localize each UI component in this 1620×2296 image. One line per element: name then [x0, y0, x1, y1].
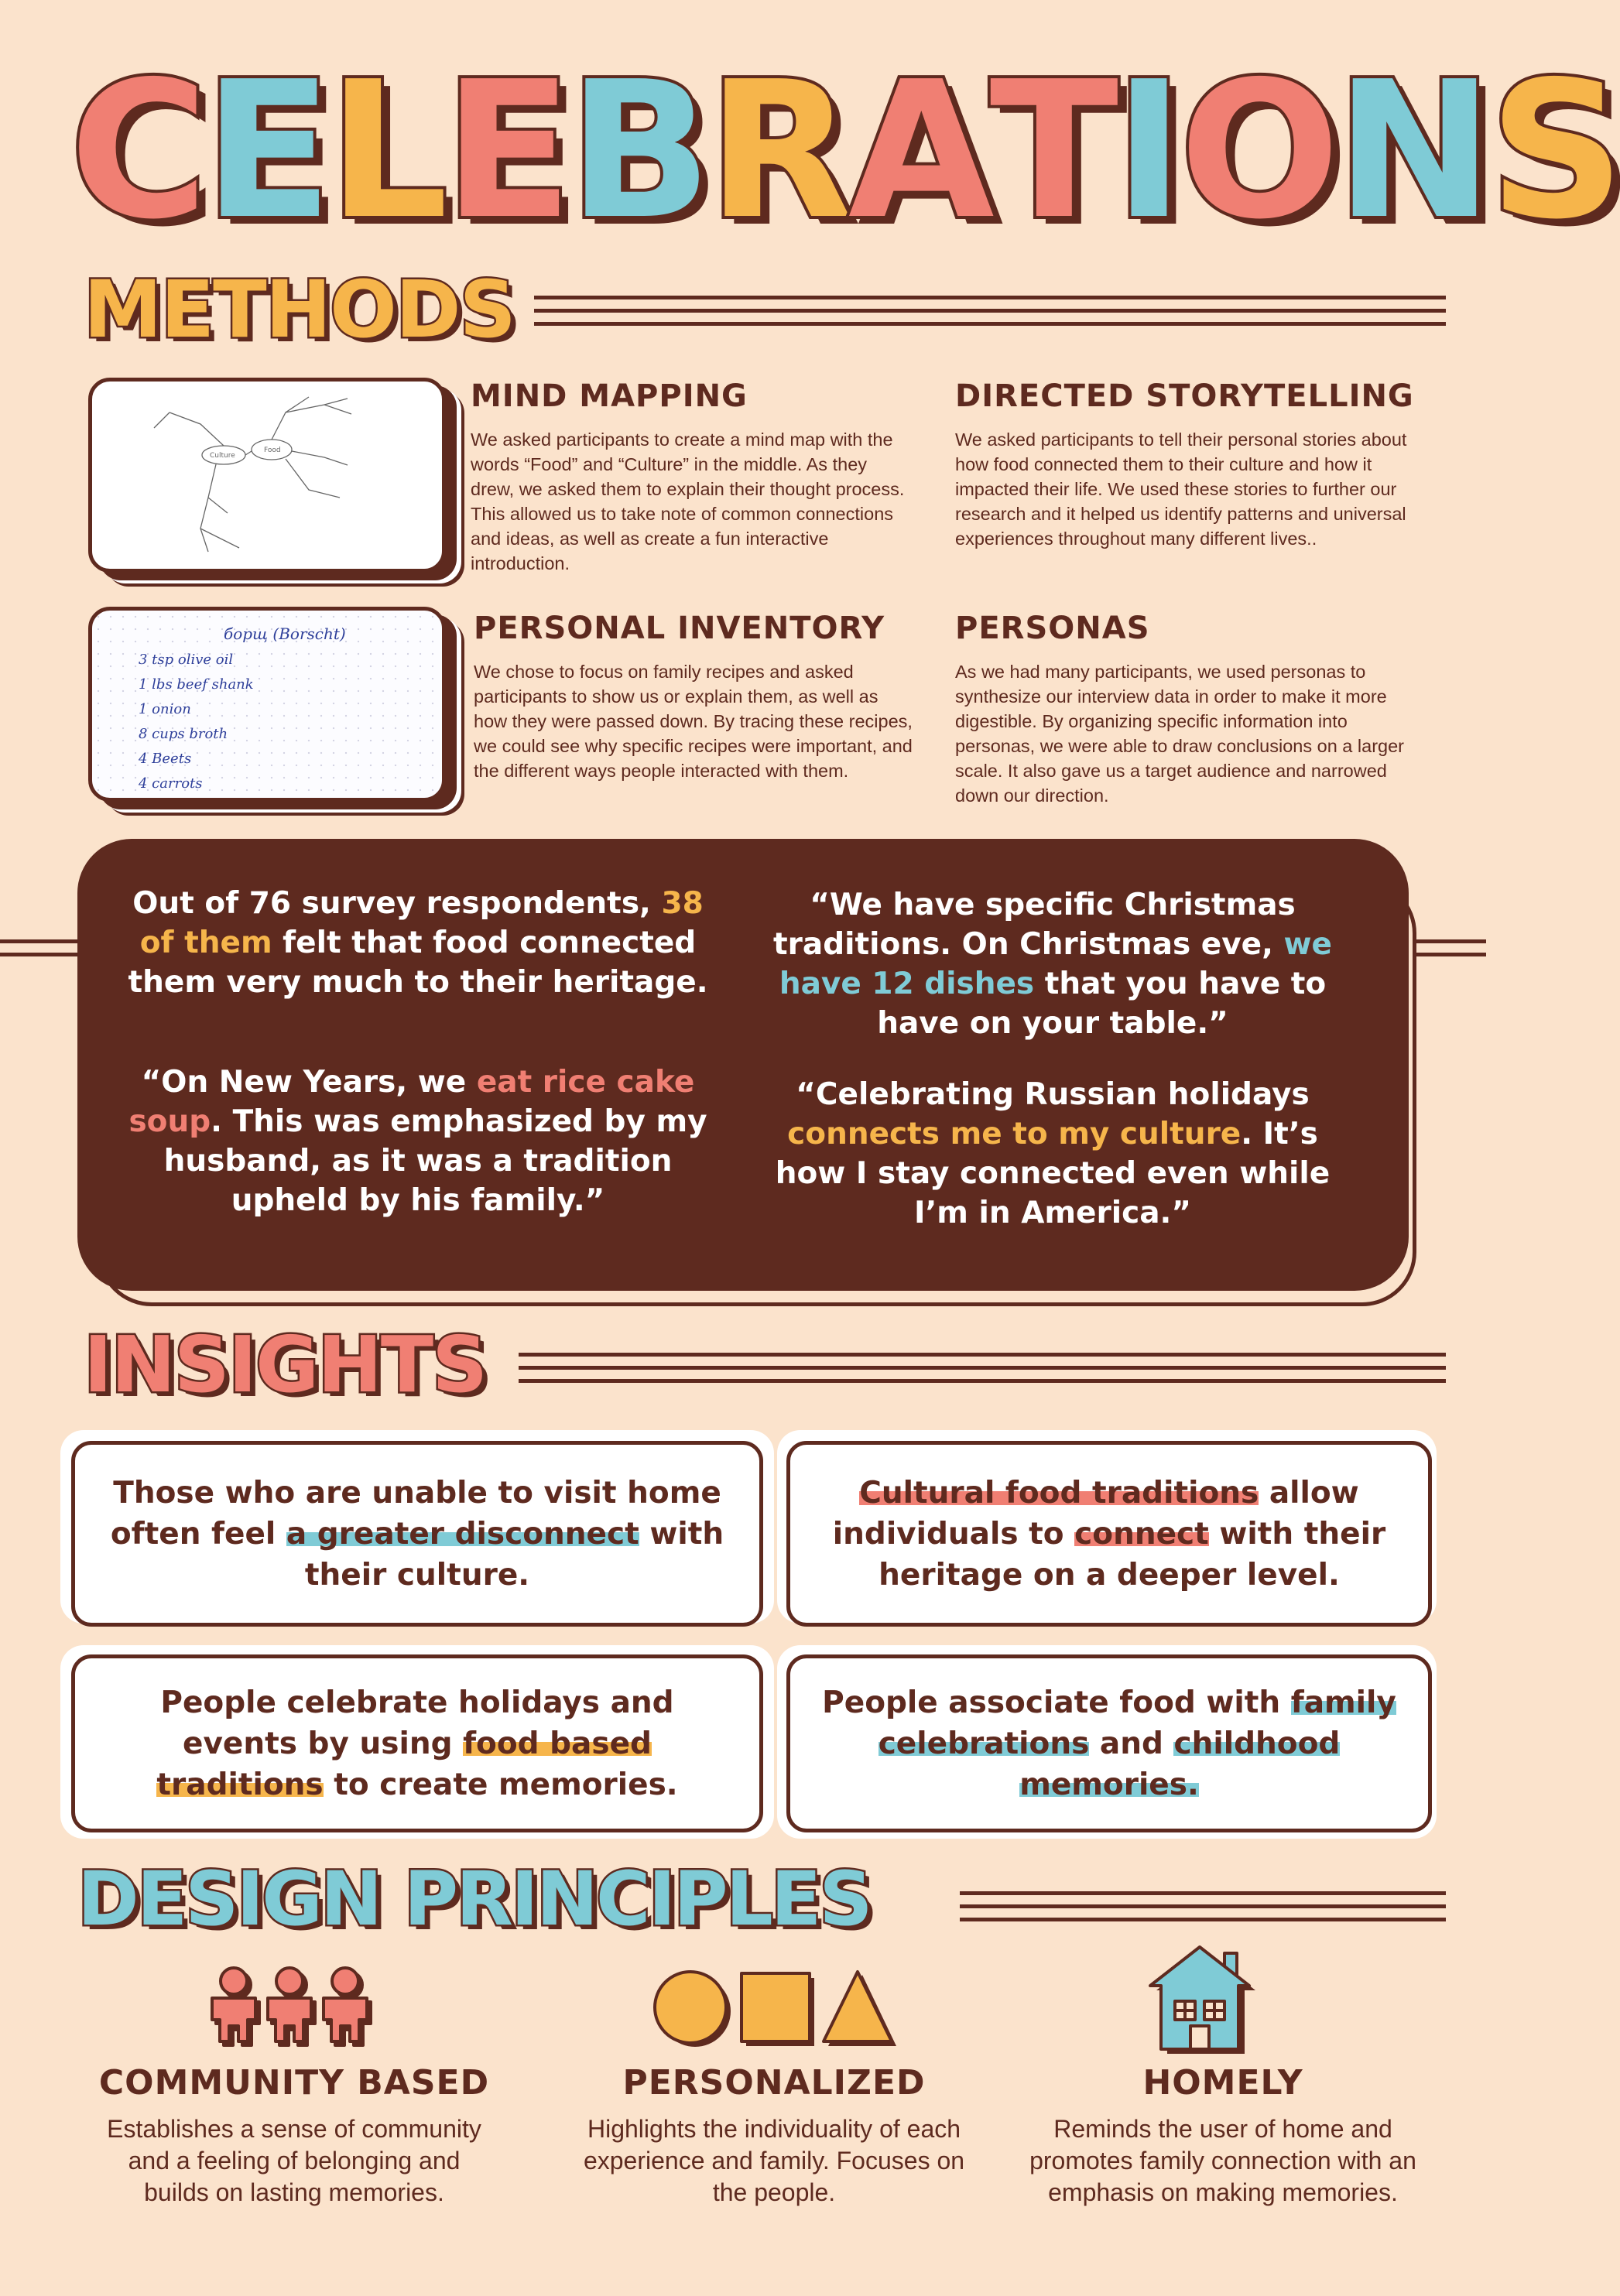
page-title [70, 41, 1620, 261]
insight-card-holidays [71, 1654, 763, 1832]
insight-fragment: to create memories. [323, 1767, 678, 1802]
svg-text:Food: Food [264, 447, 281, 454]
quote-text: Out of 76 survey respondents, [132, 886, 662, 921]
quote-survey [124, 884, 712, 1002]
insights-rule [519, 1353, 1446, 1383]
principle-personalized [557, 2063, 991, 2209]
quote-highlight: connects me to my culture [787, 1117, 1242, 1151]
principle-body: Establishes a sense of community and a feeling of belonging and builds on lasting memories. [107, 2115, 481, 2206]
methods-rule [534, 296, 1446, 326]
quote-russian [766, 1075, 1339, 1233]
method-body: We asked participants to tell their personal stories about how food connected them to their culture and how it impacted their life. We used these stories to further our research and it helped us identify patterns and universal experiences throughout many different lives.. [955, 429, 1407, 549]
house-icon [1144, 1942, 1268, 2058]
recipe-line: 1 lbs beef shank [139, 676, 254, 693]
method-body: We chose to focus on family recipes and asked participants to show us or explain them, as well as how they were passed down. By tracing these recipes, we could see why specific recipes were important, and the different ways people interacted with them. [474, 662, 913, 781]
insight-text [813, 1682, 1405, 1805]
title-letter: N [1335, 41, 1489, 261]
svg-text:Culture: Culture [210, 452, 235, 460]
insight-fragment: People associate food with [822, 1685, 1291, 1720]
title-letter: L [327, 41, 444, 261]
insight-highlight: connect [1074, 1516, 1209, 1552]
insight-text [813, 1473, 1405, 1596]
title-letter: R [707, 41, 848, 261]
recipe-card [92, 611, 442, 798]
insight-fragment: Those who are unable to visit home often feel [110, 1475, 721, 1552]
method-title: DIRECTED STORYTELLING [955, 378, 1414, 414]
recipe-line: 4 carrots [139, 775, 203, 792]
method-directed-storytelling [955, 378, 1420, 551]
principle-title: COMMUNITY BASED [98, 2063, 490, 2103]
methods-heading: METHODS [84, 264, 515, 356]
insight-highlight: childhood memories. [1019, 1726, 1341, 1802]
quote-text: “We have specific Christmas traditions. On Christmas eve, [773, 888, 1296, 962]
title-letter: O [1179, 41, 1336, 261]
insight-card-associate [786, 1654, 1432, 1832]
quote-highlight: eat rice cake soup [128, 1065, 695, 1139]
principle-title: PERSONALIZED [622, 2063, 926, 2103]
title-letter: E [444, 41, 568, 261]
recipe-photo [88, 607, 446, 802]
quote-new-years [124, 1062, 712, 1220]
insight-card-connect [786, 1441, 1432, 1627]
insight-fragment: People celebrate holidays and events by using [160, 1685, 674, 1761]
quote-text: . This was emphasized by my husband, as it was a tradition upheld by his family.” [163, 1104, 707, 1218]
insight-highlight: family celebrations [878, 1685, 1396, 1761]
method-body: We asked participants to create a mind map with the words “Food” and “Culture” in the middle. As they drew, we asked them to explain their thought process. This allowed us to take note of common connections and ideas, as well as create a fun interactive introduction. [471, 429, 905, 573]
quote-text: “On New Years, we [141, 1065, 477, 1100]
title-letter: A [848, 41, 990, 261]
method-title: PERSONAL INVENTORY [474, 611, 885, 646]
method-personas [955, 613, 1420, 808]
quote-text: felt that food connected them very much to their heritage. [128, 926, 708, 1000]
insight-highlight: food based traditions [156, 1726, 652, 1802]
method-body: As we had many participants, we used personas to synthesize our interview data in order to make it more digestible. By organizing specific information into personas, we were able to draw conclusions on a larger scale. It also gave us a target audience and narrowed down our direction. [955, 662, 1404, 806]
principle-homely [991, 2063, 1455, 2209]
people-icon [204, 1966, 382, 2051]
principle-body: Highlights the individuality of each experience and family. Focuses on the people. [583, 2115, 965, 2206]
recipe-line: 4 Beets [139, 751, 192, 767]
insight-fragment: and [1089, 1726, 1174, 1761]
quote-text: . It’s how I stay connected even while I’m in America.” [775, 1117, 1331, 1230]
principle-title: HOMELY [1142, 2063, 1303, 2103]
method-personal-inventory [474, 613, 915, 783]
title-letter: T [989, 41, 1115, 261]
recipe-title: борщ (Borscht) [224, 624, 346, 643]
title-letter: E [204, 41, 328, 261]
insight-highlight: a greater disconnect [286, 1516, 639, 1552]
method-title: MIND MAPPING [471, 378, 748, 414]
method-title: PERSONAS [955, 611, 1150, 646]
insight-highlight: Cultural food traditions [859, 1475, 1259, 1511]
insight-text [98, 1682, 736, 1805]
recipe-line: 8 cups broth [139, 726, 228, 742]
insights-heading: INSIGHTS [84, 1319, 487, 1410]
principle-community [62, 2063, 526, 2209]
mind-map-sketch [92, 382, 442, 569]
insight-fragment: allow individuals to [832, 1475, 1359, 1552]
principles-rule [960, 1891, 1446, 1921]
quote-highlight: we have 12 dishes [779, 927, 1332, 1001]
mind-map-photo [88, 378, 446, 573]
panel-rule-right [1416, 939, 1486, 956]
principles-heading: DESIGN PRINCIPLES [77, 1856, 871, 1942]
insight-text [98, 1473, 736, 1596]
quote-text: that you have to have on your table.” [877, 967, 1327, 1041]
principle-body: Reminds the user of home and promotes family connection with an emphasis on making memories. [1029, 2115, 1416, 2206]
method-mind-mapping [471, 378, 912, 576]
quote-highlight: 38 of them [139, 886, 704, 960]
insight-fragment: with their culture. [304, 1516, 724, 1593]
shapes-icon [652, 1969, 899, 2054]
quote-christmas [766, 885, 1339, 1043]
insight-fragment: with their heritage on a deeper level. [878, 1516, 1386, 1593]
quote-text: “Celebrating Russian holidays [796, 1077, 1310, 1112]
recipe-line: 3 tsp olive oil [139, 652, 234, 668]
title-letter: S [1488, 41, 1620, 261]
title-letter: I [1114, 41, 1180, 261]
insight-card-disconnect [71, 1441, 763, 1627]
recipe-line: 1 onion [139, 701, 191, 717]
title-letter: C [70, 41, 204, 261]
title-letter: B [567, 41, 707, 261]
